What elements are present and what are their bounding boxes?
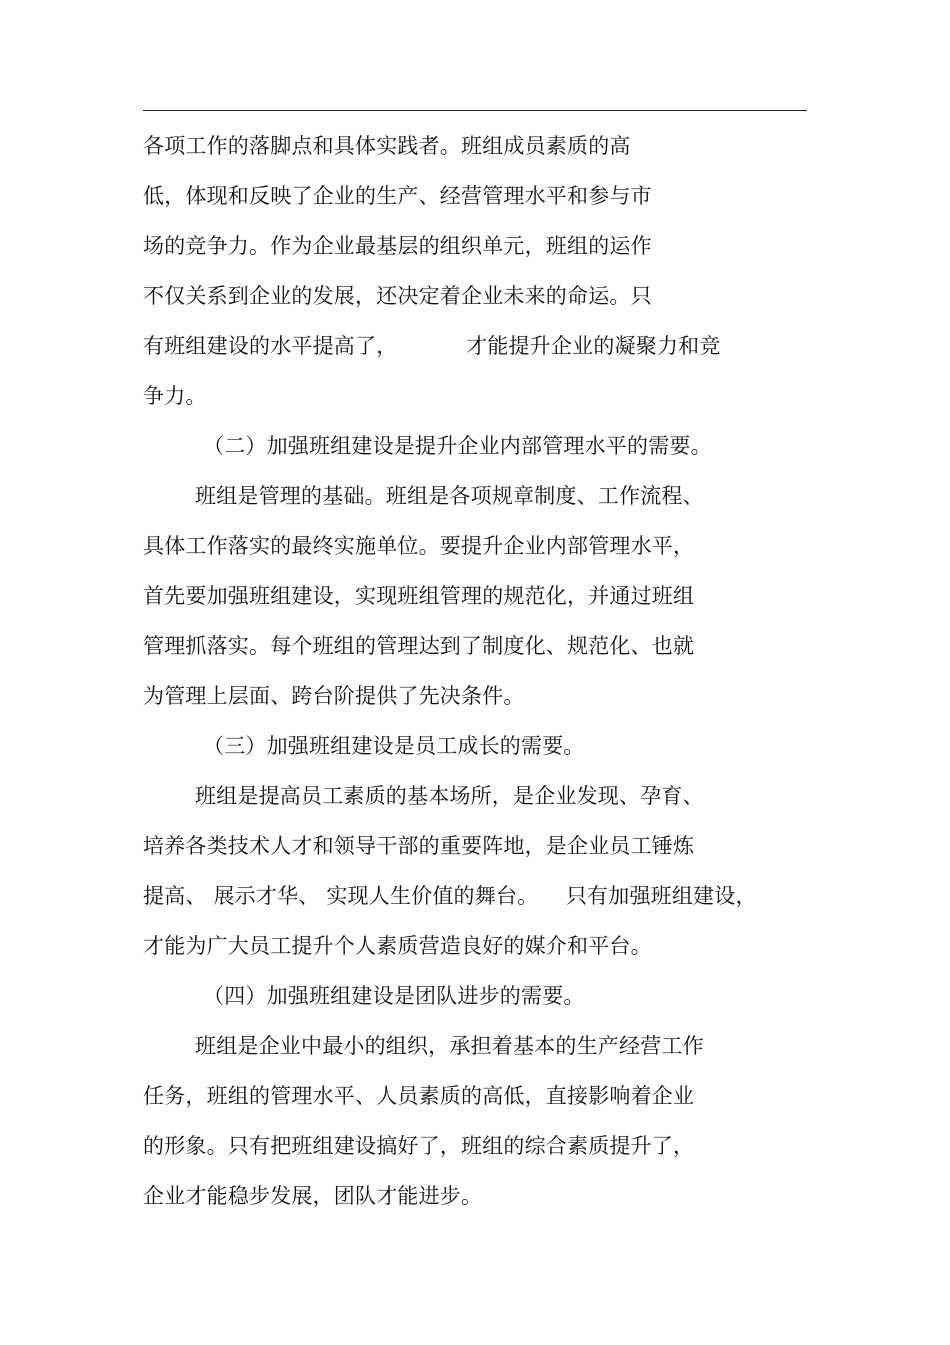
text-line: 各项工作的落脚点和具体实践者。班组成员素质的高: [143, 134, 631, 158]
section-heading-4: （四）加强班组建设是团队进步的需要。: [203, 984, 585, 1008]
text-line: 有班组建设的水平提高了， 才能提升企业的凝聚力和竞: [143, 334, 721, 358]
text-line: 培养各类技术人才和领导干部的重要阵地，是企业员工锤炼: [143, 834, 695, 858]
section-heading-3: （三）加强班组建设是员工成长的需要。: [203, 734, 585, 758]
text-line: 的形象。只有把班组建设搞好了，班组的综合素质提升了，: [143, 1134, 695, 1158]
paragraph-first-line: 班组是企业中最小的组织，承担着基本的生产经营工作: [195, 1034, 704, 1058]
section-heading-2: （二）加强班组建设是提升企业内部管理水平的需要。: [203, 434, 712, 458]
text-line: 管理抓落实。每个班组的管理达到了制度化、规范化、也就: [143, 634, 695, 658]
text-line: 具体工作落实的最终实施单位。要提升企业内部管理水平，: [143, 534, 695, 558]
paragraph-first-line: 班组是管理的基础。班组是各项规章制度、工作流程、: [195, 484, 704, 508]
text-line: 首先要加强班组建设，实现班组管理的规范化，并通过班组: [143, 584, 695, 608]
text-line: 为管理上层面、跨台阶提供了先决条件。: [143, 684, 525, 708]
text-line: 提高、 展示才华、 实现人生价值的舞台。 只有加强班组建设，: [143, 884, 757, 908]
text-line: 争力。: [143, 384, 207, 408]
header-rule: [143, 110, 807, 111]
text-line: 低，体现和反映了企业的生产、经营管理水平和参与市: [143, 184, 652, 208]
text-line: 不仅关系到企业的发展，还决定着企业未来的命运。只: [143, 284, 652, 308]
text-line: 任务，班组的管理水平、人员素质的高低，直接影响着企业: [143, 1084, 695, 1108]
text-line: 场的竞争力。作为企业最基层的组织单元，班组的运作: [143, 234, 652, 258]
text-line: 才能为广大员工提升个人素质营造良好的媒介和平台。: [143, 934, 652, 958]
paragraph-first-line: 班组是提高员工素质的基本场所，是企业发现、孕育、: [195, 784, 704, 808]
text-line: 企业才能稳步发展，团队才能进步。: [143, 1184, 483, 1208]
